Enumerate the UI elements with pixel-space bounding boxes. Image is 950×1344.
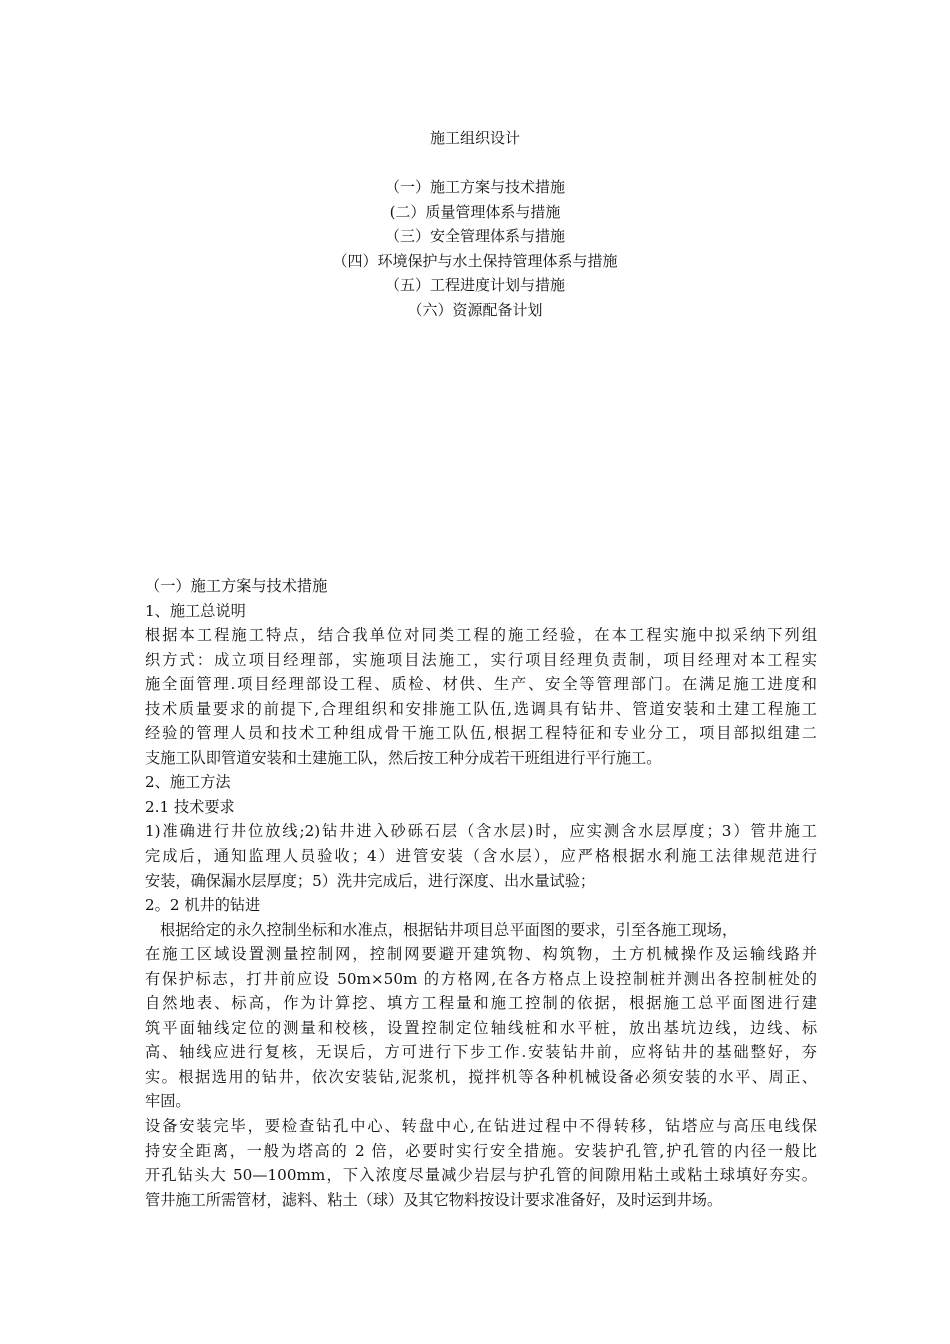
- paragraph-line: 自然地表、标高，作为计算挖、填方工程量和施工控制的依据，根据施工总平面图进行建: [145, 994, 817, 1013]
- table-of-contents: [0, 175, 950, 323]
- paragraph-line: 有保护标志，打井前应设 50m×50m 的方格网,在各方格点上设控制桩并测出各控制桩处的: [145, 969, 817, 988]
- paragraph-line: 牢固。: [145, 1092, 191, 1111]
- toc-item: （四）环境保护与水土保持管理体系与措施: [332, 251, 618, 270]
- paragraph-line: 开孔钻头大 50—100mm，下入浓度尽量减少岩层与护孔管的间隙用粘土或粘土球填好夯实。: [145, 1166, 817, 1185]
- document-body: [145, 574, 817, 1212]
- toc-item: （三）安全管理体系与措施: [384, 227, 565, 246]
- document-title: 施工组织设计: [429, 129, 520, 147]
- paragraph-line: 筑平面轴线定位的测量和校核，设置控制定位轴线桩和水平桩，放出基坑边线，边线、标: [145, 1018, 817, 1037]
- subsection-heading: 2.1 技术要求: [145, 797, 235, 816]
- paragraph-line: 在施工区域设置测量控制网，控制网要避开建筑物、构筑物，土方机械操作及运输线路并: [145, 945, 817, 964]
- paragraph-line: 持安全距离，一般为塔高的 2 倍，必要时实行安全措施。安装护孔管,护孔管的内径一般比: [145, 1141, 817, 1160]
- paragraph-line: 1)准确进行井位放线;2)钻井进入砂砾石层（含水层)时，应实测含水层厚度；3）管井施工: [145, 822, 817, 841]
- toc-item: （六）资源配备计划: [407, 300, 543, 319]
- paragraph-line: 管井施工所需管材，滤料、粘土（球）及其它物料按设计要求准备好，及时运到井场。: [145, 1190, 723, 1209]
- paragraph-line: 施全面管理.项目经理部设工程、质检、材供、生产、安全等管理部门。在满足施工进度和: [145, 675, 817, 694]
- paragraph-line: 根据本工程施工特点，结合我单位对同类工程的施工经验，在本工程实施中拟采纳下列组: [145, 626, 817, 645]
- subsection-heading: 2、施工方法: [145, 773, 231, 792]
- toc-item: (二）质量管理体系与措施: [389, 202, 561, 221]
- subsection-heading: 2。2 机井的钻进: [145, 896, 261, 915]
- section-heading: （一）施工方案与技术措施: [145, 577, 328, 595]
- paragraph-line: 设备安装完毕，要检查钻孔中心、转盘中心,在钻进过程中不得转移，钻塔应与高压电线保: [145, 1117, 817, 1136]
- paragraph-line: 安装，确保漏水层厚度；5）洗井完成后，进行深度、出水量试验；: [145, 871, 596, 890]
- toc-item: （五）工程进度计划与措施: [384, 276, 565, 295]
- paragraph-line: 完成后，通知监理人员验收；4）进管安装（含水层），应严格根据水利施工法律规范进行: [145, 847, 817, 866]
- paragraph-line: 织方式：成立项目经理部，实施项目法施工，实行项目经理负责制，项目经理对本工程实: [145, 650, 817, 669]
- paragraph-line: 高、轴线应进行复核，无误后，方可进行下步工作.安装钻井前，应将钻井的基础整好，夯: [145, 1043, 817, 1062]
- paragraph-line: 技术质量要求的前提下,合理组织和安排施工队伍,选调具有钻井、管道安装和土建工程施工: [145, 699, 817, 718]
- paragraph-line: 根据给定的永久控制坐标和水准点，根据钻井项目总平面图的要求，引至各施工现场，: [160, 920, 738, 939]
- subsection-heading: 1、施工总说明: [145, 601, 246, 620]
- paragraph-line: 支施工队即管道安装和土建施工队，然后按工种分成若干班组进行平行施工。: [145, 748, 662, 767]
- paragraph-line: 经验的管理人员和技术工种组成骨干施工队伍,根据工程特征和专业分工，项目部拟组建二: [145, 724, 817, 743]
- paragraph-line: 实。根据选用的钻井，依次安装钻,泥浆机，搅拌机等各种机械设备必须安装的水平、周正、: [145, 1067, 817, 1086]
- toc-item: （一）施工方案与技术措施: [384, 178, 565, 196]
